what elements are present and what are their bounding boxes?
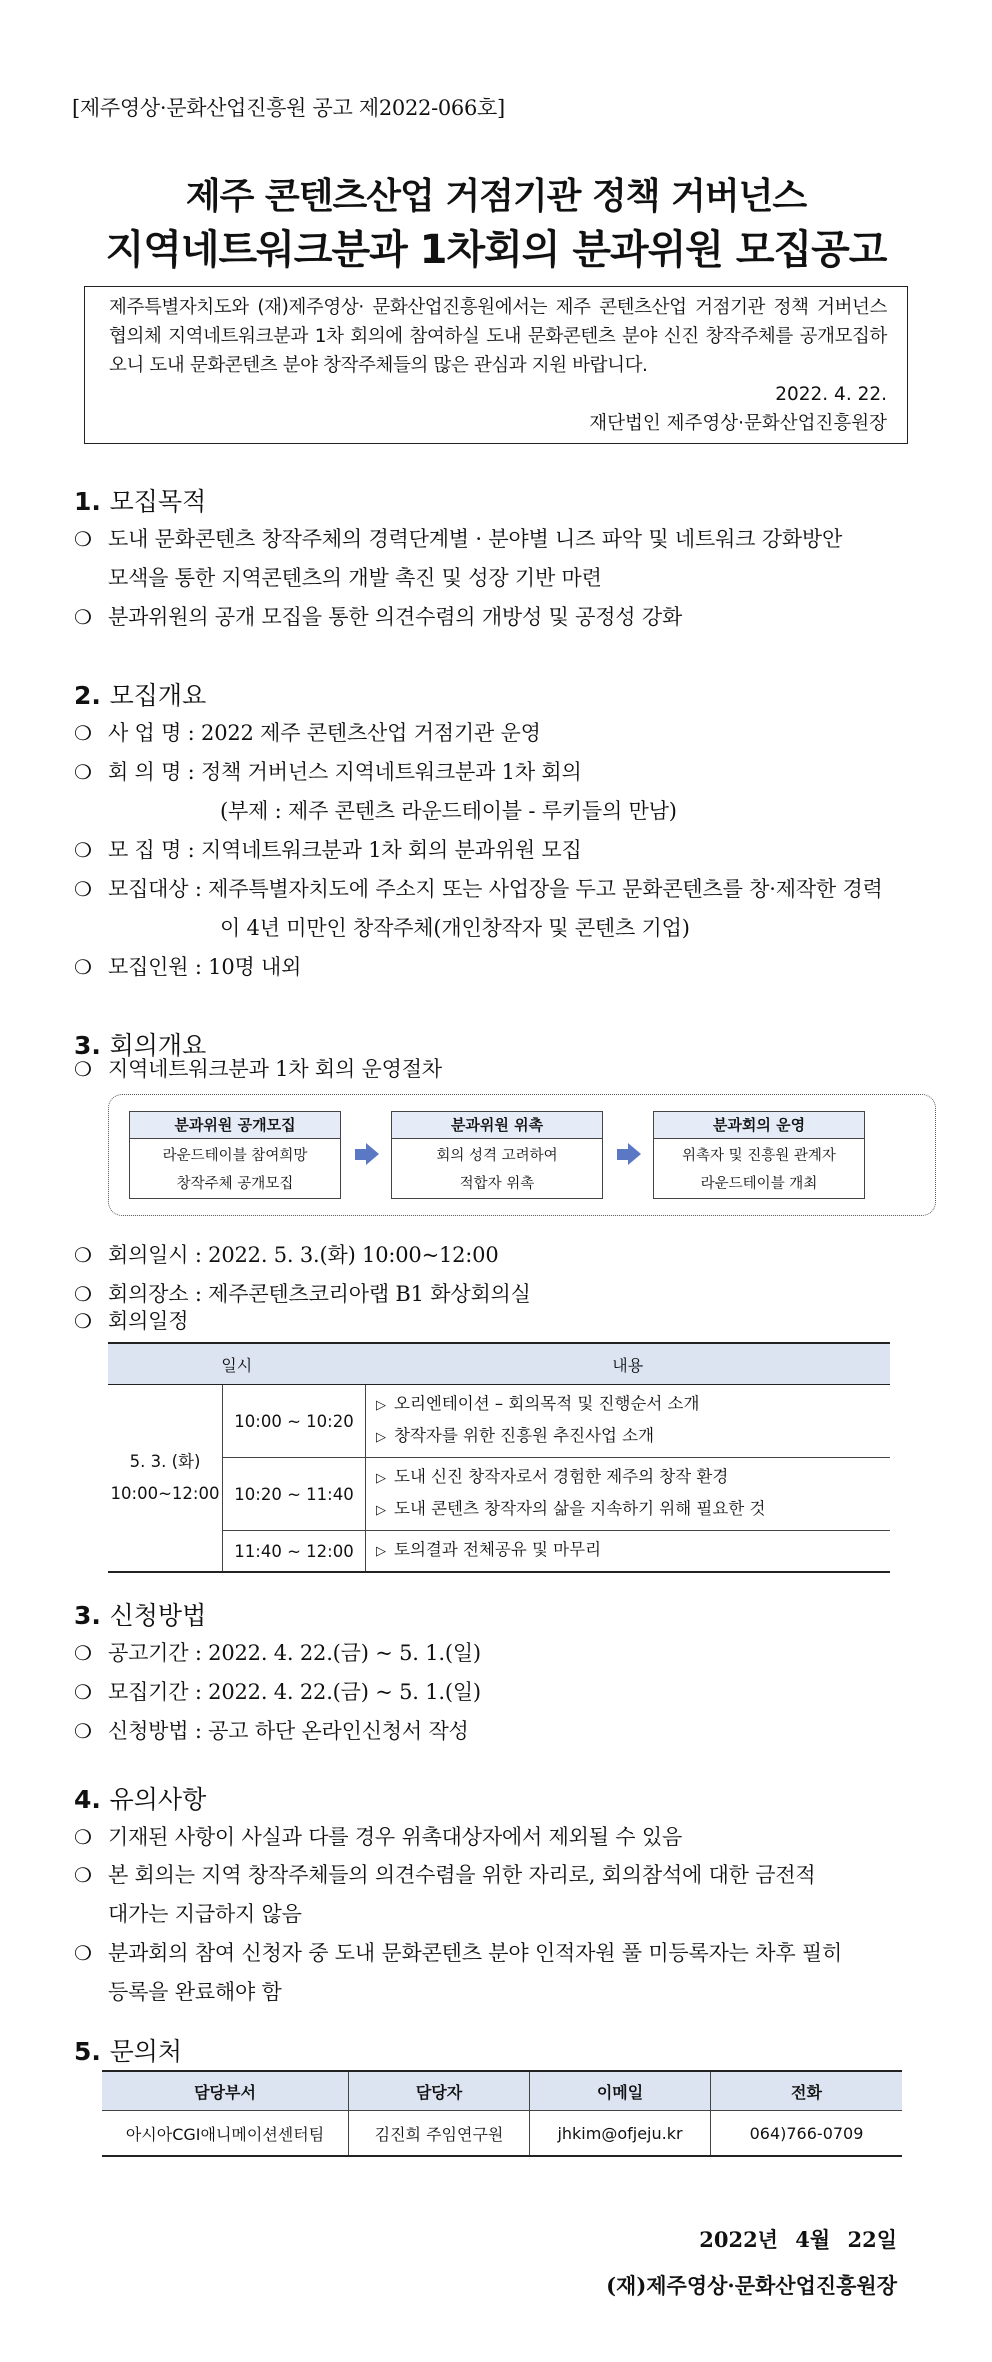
title-line-1: 제주 콘텐츠산업 거점기관 정책 거버넌스 (185, 176, 807, 217)
contact-department: 아시아CGI애니메이션센터팀 (102, 2111, 349, 2157)
flow-step-body (130, 1139, 340, 1198)
circle-bullet-icon: ❍ (74, 1309, 92, 1333)
table-row (108, 1385, 890, 1458)
circle-bullet-icon: ❍ (74, 1863, 92, 1887)
list-item-text: 공고기간 : 2022. 4. 22.(금) ~ 5. 1.(일) (108, 1641, 481, 1665)
flow-step-operate (653, 1111, 865, 1199)
flow-step-recruit (129, 1111, 341, 1199)
intro-org: 재단법인 제주영상·문화산업진흥원장 (589, 413, 887, 434)
list-item-continuation: 이 4년 미만인 창작주체(개인창작자 및 콘텐츠 기업) (220, 916, 690, 940)
section-number: 2. (74, 681, 101, 710)
section-number: 5. (74, 2037, 101, 2066)
flow-step-body (654, 1139, 864, 1198)
list-item-text: 모 집 명 : 지역네트워크분과 1차 회의 분과위원 모집 (108, 838, 582, 862)
triangle-marker-icon: ▷ (376, 1471, 386, 1486)
content-cell (366, 1385, 891, 1458)
list-item-text: 모집인원 : 10명 내외 (108, 955, 302, 979)
circle-bullet-icon: ❍ (74, 721, 92, 745)
content-cell (366, 1458, 891, 1531)
list-item (74, 598, 682, 636)
list-item-text: 신청방법 : 공고 하단 온라인신청서 작성 (108, 1719, 469, 1743)
circle-bullet-icon: ❍ (74, 838, 92, 862)
circle-bullet-icon: ❍ (74, 1282, 92, 1306)
footer-org: (재)제주영상·문화산업진흥원장 (606, 2273, 897, 2298)
schedule-time-range: 10:00~12:00 (110, 1484, 220, 1503)
list-item (74, 1934, 842, 1972)
column-header-phone: 전화 (711, 2071, 903, 2111)
circle-bullet-icon: ❍ (74, 1941, 92, 1965)
column-header-email: 이메일 (530, 2071, 711, 2111)
flow-step-line: 회의 성격 고려하여 (436, 1148, 558, 1164)
section-heading-notes (74, 1780, 206, 1816)
circle-bullet-icon: ❍ (74, 605, 92, 629)
agenda-item: 도내 콘텐츠 창작자의 삶을 지속하기 위해 필요한 것 (394, 1499, 766, 1518)
list-item (74, 714, 541, 752)
schedule-date: 5. 3. (화) (129, 1452, 201, 1471)
section-heading-application (74, 1596, 206, 1632)
time-cell: 11:40 ~ 12:00 (223, 1531, 366, 1573)
table-row (108, 1531, 890, 1573)
column-header-person: 담당자 (349, 2071, 530, 2111)
list-item-text: 지역네트워크분과 1차 회의 운영절차 (108, 1057, 442, 1081)
circle-bullet-icon: ❍ (74, 1719, 92, 1743)
triangle-marker-icon: ▷ (376, 1398, 386, 1413)
section-title: 모집목적 (109, 487, 207, 516)
notice-number: [제주영상·문화산업진흥원 공고 제2022-066호] (72, 96, 505, 120)
list-item (74, 1050, 442, 1088)
column-header-department: 담당부서 (102, 2071, 349, 2111)
table-header-row (108, 1343, 890, 1385)
list-item (74, 1302, 188, 1340)
circle-bullet-icon: ❍ (74, 1680, 92, 1704)
footer-date: 2022년 4월 22일 (699, 2227, 897, 2252)
list-item-continuation: 대가는 지급하지 않음 (108, 1902, 302, 1926)
triangle-marker-icon: ▷ (376, 1503, 386, 1518)
title-line-2: 지역네트워크분과 1차회의 분과위원 모집공고 (105, 227, 887, 273)
list-item-text: 기재된 사항이 사실과 다를 경우 위촉대상자에서 제외될 수 있음 (108, 1825, 683, 1849)
section-heading-contact (74, 2032, 182, 2068)
time-cell: 10:20 ~ 11:40 (223, 1458, 366, 1531)
circle-bullet-icon: ❍ (74, 1057, 92, 1081)
circle-bullet-icon: ❍ (74, 1641, 92, 1665)
list-item-text: 회의일시 : 2022. 5. 3.(화) 10:00~12:00 (108, 1243, 499, 1267)
intro-date: 2022. 4. 22. (775, 384, 887, 405)
list-item (74, 1673, 481, 1711)
triangle-marker-icon: ▷ (376, 1430, 386, 1445)
flow-step-appoint (391, 1111, 603, 1199)
list-item-text: 모집대상 : 제주특별자치도에 주소지 또는 사업장을 두고 문화콘텐츠를 창·제작한 경력 (108, 877, 883, 901)
list-item (74, 753, 582, 791)
flow-step-line: 적합자 위촉 (459, 1176, 535, 1192)
section-title: 문의처 (109, 2037, 183, 2066)
flow-step-line: 라운드테이블 참여희망 (162, 1148, 308, 1164)
list-item (74, 948, 301, 986)
agenda-item: 토의결과 전체공유 및 마무리 (394, 1540, 602, 1559)
table-row (108, 1458, 890, 1531)
intro-text: 제주특별자치도와 (재)제주영상· 문화산업진흥원에서는 제주 콘텐츠산업 거점기관 정책 거버넌스 협의체 지역네트워크분과 1차 회의에 참여하실 도내 문화콘텐츠 분야 신진 창작주체를 공개모집하오니 도내 문화콘텐츠 분야 창작주체들의 많은 관심과 지원 바랍니다. (109, 297, 887, 376)
list-item (74, 1818, 682, 1856)
section-number: 3. (74, 1031, 101, 1060)
contact-phone: 064)766-0709 (711, 2111, 903, 2157)
circle-bullet-icon: ❍ (74, 1825, 92, 1849)
contact-email: jhkim@ofjeju.kr (530, 2111, 711, 2157)
circle-bullet-icon: ❍ (74, 760, 92, 784)
list-item (74, 1634, 481, 1672)
table-header-row (102, 2071, 902, 2111)
section-title: 유의사항 (109, 1785, 207, 1814)
list-item (74, 1712, 469, 1750)
section-heading-overview (74, 676, 206, 712)
section-number: 4. (74, 1785, 101, 1814)
column-header-date: 일시 (108, 1343, 366, 1385)
procedure-flow (108, 1094, 936, 1216)
list-item-text: 본 회의는 지역 창작주체들의 의견수렴을 위한 자리로, 회의참석에 대한 금전적 (108, 1863, 816, 1887)
list-item-text: 회의일정 (108, 1309, 189, 1333)
list-item-text: 도내 문화콘텐츠 창작주체의 경력단계별 · 분야별 니즈 파악 및 네트워크 강화방안 (108, 527, 843, 551)
table-row (102, 2111, 902, 2157)
list-item (74, 831, 582, 869)
list-item (74, 870, 883, 908)
section-number: 1. (74, 487, 101, 516)
triangle-marker-icon: ▷ (376, 1544, 386, 1559)
section-heading-purpose (74, 482, 206, 518)
circle-bullet-icon: ❍ (74, 527, 92, 551)
flow-step-title: 분과회의 운영 (654, 1112, 864, 1139)
flow-step-line: 위촉자 및 진흥원 관계자 (682, 1148, 836, 1164)
contact-person: 김진희 주임연구원 (349, 2111, 530, 2157)
list-item-continuation: 모색을 통한 지역콘텐츠의 개발 촉진 및 성장 기반 마련 (108, 566, 602, 590)
circle-bullet-icon: ❍ (74, 877, 92, 901)
flow-step-body (392, 1139, 602, 1198)
flow-step-title: 분과위원 공개모집 (130, 1112, 340, 1139)
section-title: 회의개요 (109, 1031, 207, 1060)
list-item-text: 분과회의 참여 신청자 중 도내 문화콘텐츠 분야 인적자원 풀 미등록자는 차후 필히 (108, 1941, 843, 1965)
list-item (74, 1856, 816, 1894)
section-title: 모집개요 (109, 681, 207, 710)
flow-step-line: 라운드테이블 개최 (700, 1176, 818, 1192)
agenda-item: 도내 신진 창작자로서 경험한 제주의 창작 환경 (394, 1467, 729, 1486)
flow-step-line: 창작주체 공개모집 (176, 1176, 294, 1192)
flow-step-title: 분과위원 위촉 (392, 1112, 602, 1139)
circle-bullet-icon: ❍ (74, 955, 92, 979)
schedule-date-cell (108, 1385, 223, 1573)
section-title: 신청방법 (109, 1601, 207, 1630)
time-cell: 10:00 ~ 10:20 (223, 1385, 366, 1458)
list-item-text: 모집기간 : 2022. 4. 22.(금) ~ 5. 1.(일) (108, 1680, 481, 1704)
list-item (74, 1236, 499, 1274)
contact-table (102, 2070, 902, 2157)
list-item-text: 사 업 명 : 2022 제주 콘텐츠산업 거점기관 운영 (108, 721, 541, 745)
agenda-item: 오리엔테이션 – 회의목적 및 진행순서 소개 (394, 1394, 700, 1413)
list-item-text: 회 의 명 : 정책 거버넌스 지역네트워크분과 1차 회의 (108, 760, 582, 784)
meeting-subtitle: (부제 : 제주 콘텐츠 라운드테이블 - 루키들의 만남) (220, 799, 677, 823)
column-header-content: 내용 (366, 1343, 891, 1385)
list-item-text: 회의장소 : 제주콘텐츠코리아랩 B1 화상회의실 (108, 1282, 531, 1306)
list-item (74, 520, 842, 558)
intro-box (84, 286, 908, 444)
schedule-table (108, 1342, 890, 1573)
list-item-text: 분과위원의 공개 모집을 통한 의견수렴의 개방성 및 공정성 강화 (108, 605, 683, 629)
agenda-item: 창작자를 위한 진흥원 추진사업 소개 (394, 1426, 655, 1445)
section-number: 3. (74, 1601, 101, 1630)
content-cell (366, 1531, 891, 1573)
list-item-continuation: 등록을 완료해야 함 (108, 1980, 282, 2004)
circle-bullet-icon: ❍ (74, 1243, 92, 1267)
